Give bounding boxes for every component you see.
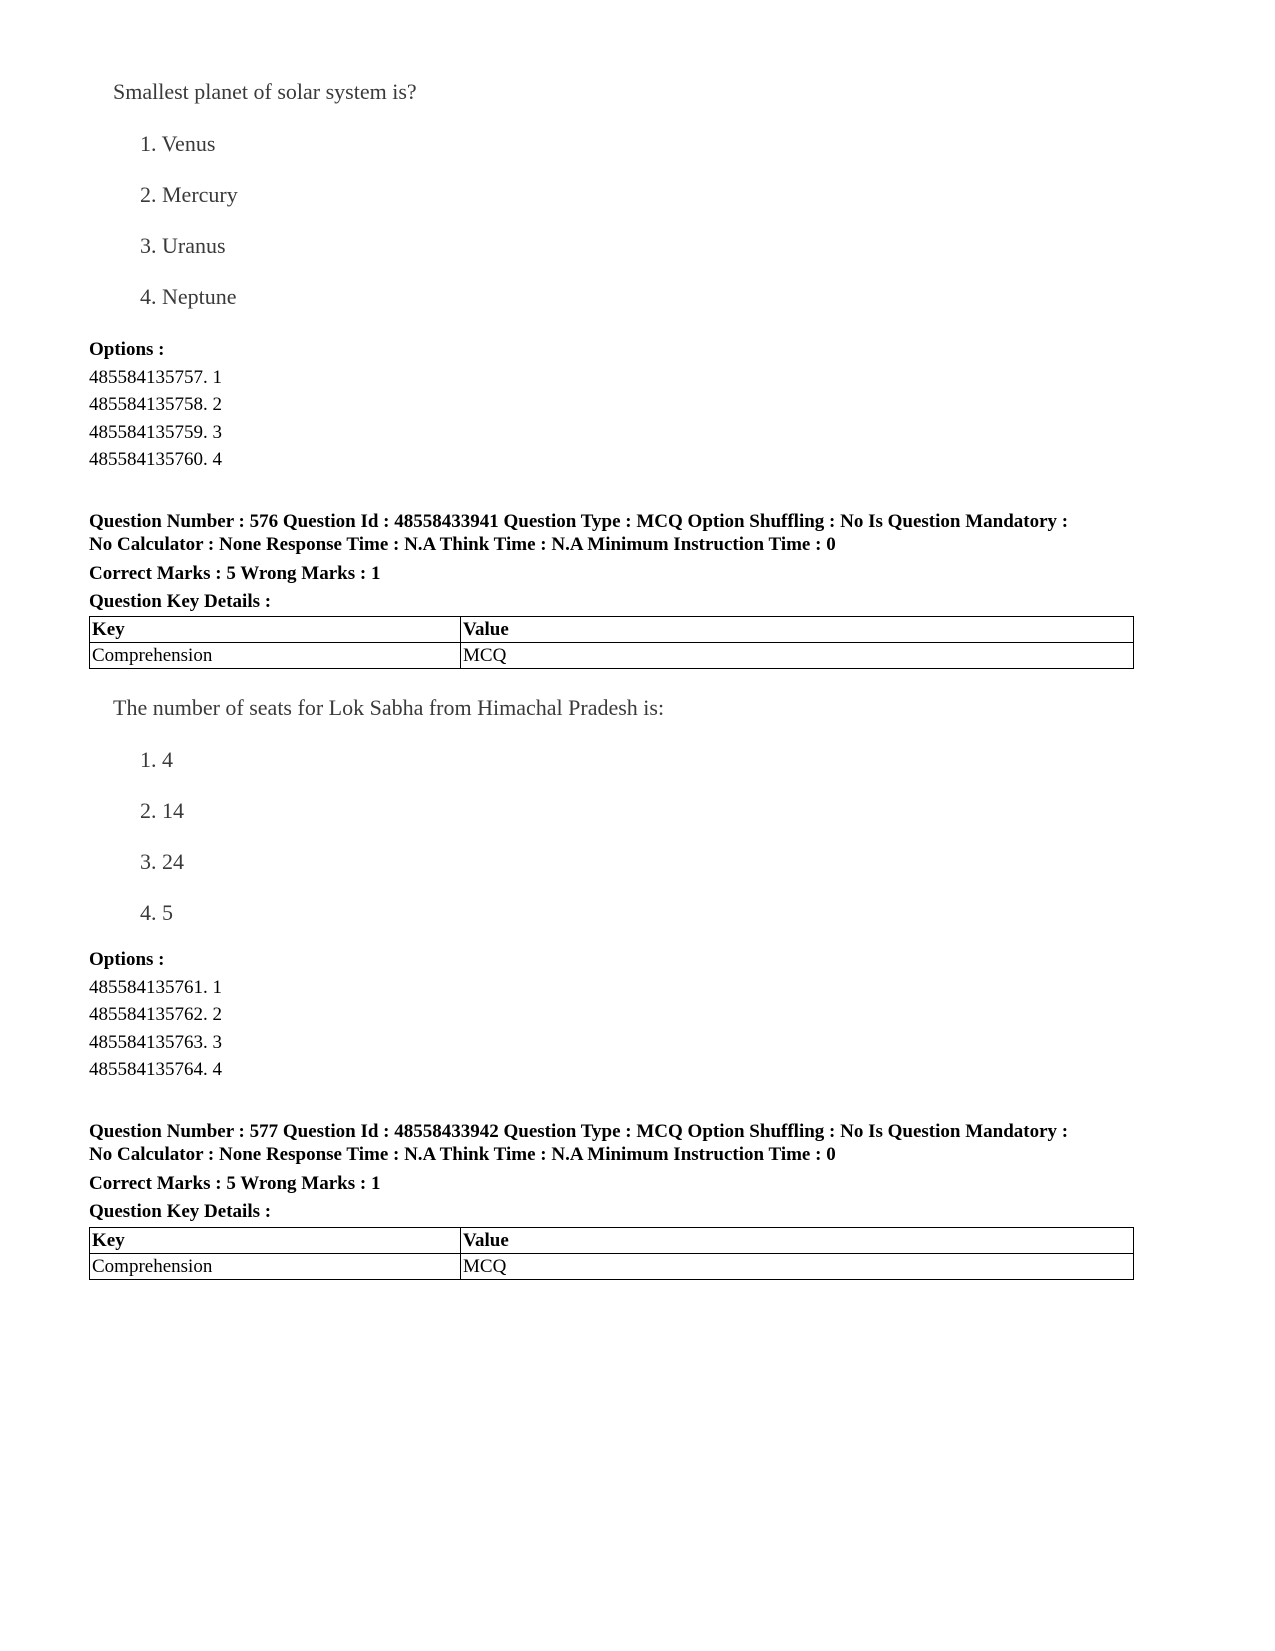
question-stem: Smallest planet of solar system is? [113, 79, 417, 104]
question-576-meta [89, 510, 1139, 616]
choice-item: 3. Uranus [140, 233, 226, 258]
question-576-key-table [89, 616, 1134, 669]
option-item: 485584135764. 4 [89, 1059, 222, 1080]
question-577-key-table [89, 1227, 1134, 1280]
table-header-key: Key [90, 1228, 461, 1254]
question-stem: The number of seats for Lok Sabha from Himachal Pradesh is: [113, 695, 665, 720]
question-575-image [113, 79, 417, 309]
choice-item: 3. 24 [140, 849, 184, 874]
option-item: 485584135759. 3 [89, 421, 222, 443]
options-title: Options : [89, 949, 165, 970]
option-item: 485584135761. 1 [89, 976, 222, 998]
choice-item: 4. Neptune [140, 284, 237, 309]
option-item: 485584135760. 4 [89, 449, 222, 470]
table-row [90, 1254, 1134, 1280]
question-meta-line: No Calculator : None Response Time : N.A Think Time : N.A Minimum Instruction Time : 0 [89, 534, 836, 555]
table-header-value: Value [461, 617, 1134, 643]
option-item: 485584135762. 2 [89, 1004, 222, 1025]
question-575-options [89, 336, 222, 474]
question-meta-line: No Calculator : None Response Time : N.A Think Time : N.A Minimum Instruction Time : 0 [89, 1144, 836, 1165]
table-cell-value: MCQ [461, 643, 1134, 669]
question-meta-line: Question Number : 577 Question Id : 48558433942 Question Type : MCQ Option Shuffling : No Is Question Mandatory : [89, 1121, 1069, 1142]
table-cell-value: MCQ [461, 1254, 1134, 1280]
table-cell-key: Comprehension [90, 643, 461, 669]
choice-item: 2. Mercury [140, 182, 238, 207]
table-row [90, 643, 1134, 669]
marks-line: Correct Marks : 5 Wrong Marks : 1 [89, 563, 381, 584]
table-cell-key: Comprehension [90, 1254, 461, 1280]
choice-item: 1. Venus [140, 131, 216, 156]
choice-item: 2. 14 [140, 798, 184, 823]
option-item: 485584135763. 3 [89, 1031, 222, 1053]
question-576-options [89, 946, 222, 1084]
option-item: 485584135757. 1 [89, 366, 222, 388]
table-header-key: Key [90, 617, 461, 643]
key-details-title: Question Key Details : [89, 1201, 272, 1222]
option-item: 485584135758. 2 [89, 394, 222, 415]
table-header-row [90, 1228, 1134, 1254]
choice-item: 4. 5 [140, 900, 173, 925]
key-details-title: Question Key Details : [89, 591, 272, 612]
options-title: Options : [89, 339, 165, 360]
table-header-value: Value [461, 1228, 1134, 1254]
table-header-row [90, 617, 1134, 643]
question-576-image [113, 695, 665, 925]
question-meta-line: Question Number : 576 Question Id : 48558433941 Question Type : MCQ Option Shuffling : No Is Question Mandatory : [89, 511, 1069, 532]
question-577-meta [89, 1120, 1139, 1226]
choice-item: 1. 4 [140, 747, 173, 772]
marks-line: Correct Marks : 5 Wrong Marks : 1 [89, 1173, 381, 1194]
